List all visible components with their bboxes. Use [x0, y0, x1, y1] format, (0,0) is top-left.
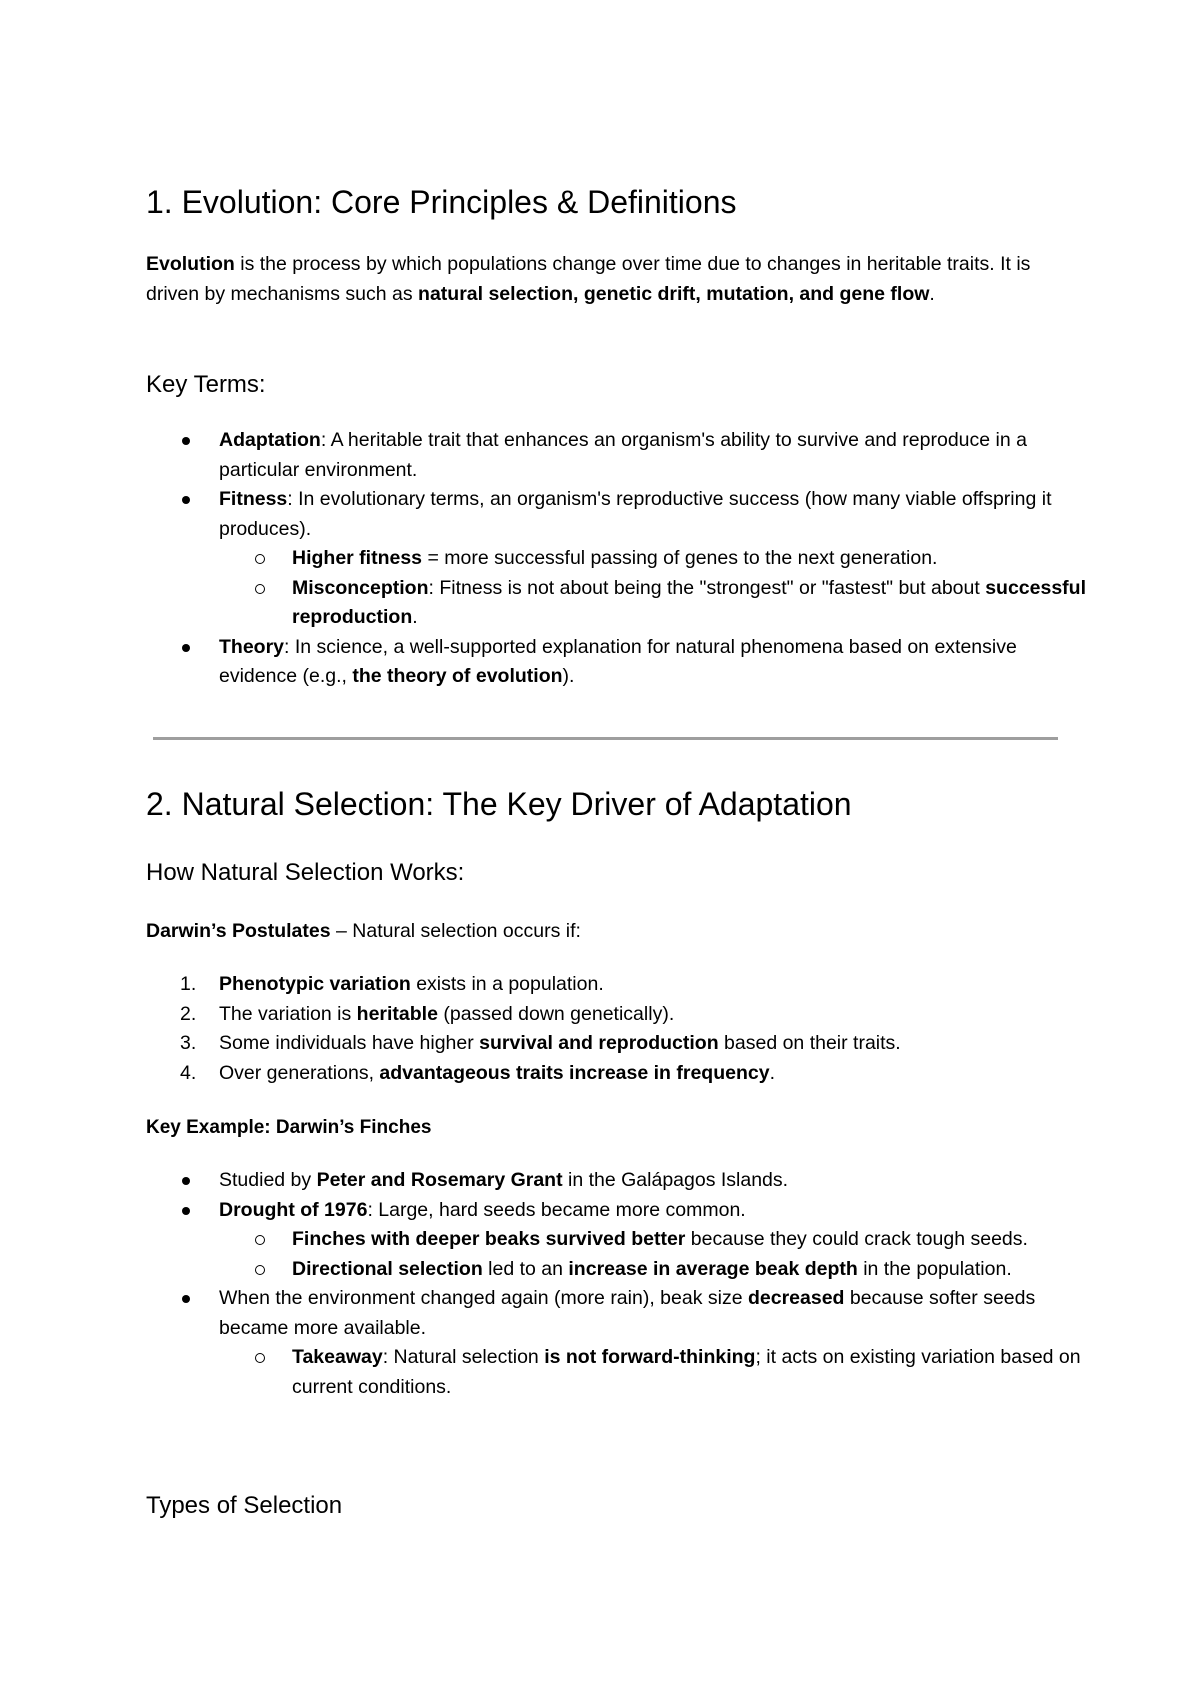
bullet-icon	[182, 437, 190, 445]
hollow-bullet-icon	[255, 1235, 265, 1245]
evolution-definition: Evolution is the process by which populations change over time due to changes in heritable traits. It is driven by mechanisms such as natural selection, genetic drift, mutation, and gene flow.	[146, 253, 1031, 305]
list-item: Fitness: In evolutionary terms, an organism's reproductive success (how many viable offspring it produces).	[146, 485, 1099, 544]
list-item: 2. The variation is heritable (passed down genetically).	[180, 1002, 675, 1025]
bullet-icon	[182, 644, 190, 652]
bullet-icon	[182, 1177, 190, 1185]
list-item: Directional selection led to an increase in average beak depth in the population.	[146, 1255, 1100, 1285]
hollow-bullet-icon	[255, 1265, 265, 1275]
section-2-title: 2. Natural Selection: The Key Driver of Adaptation	[146, 786, 852, 822]
list-item: Finches with deeper beaks survived better because they could crack tough seeds.	[146, 1225, 1100, 1255]
list-item: Theory: In science, a well-supported explanation for natural phenomena based on extensive evidence (e.g., the theory of evolution).	[146, 633, 1099, 692]
bullet-icon	[182, 496, 190, 504]
list-item: 4. Over generations, advantageous traits increase in frequency.	[180, 1061, 775, 1084]
list-item: Studied by Peter and Rosemary Grant in the Galápagos Islands.	[146, 1166, 1099, 1196]
list-item: Higher fitness = more successful passing of genes to the next generation.	[146, 544, 1100, 574]
postulates-list	[146, 970, 1099, 1088]
section-1-title: 1. Evolution: Core Principles & Definitions	[146, 184, 737, 220]
finches-list	[146, 1166, 1100, 1402]
list-item: Misconception: Fitness is not about being the "strongest" or "fastest" but about successful reproduction.	[146, 574, 1100, 633]
key-terms-list	[146, 426, 1100, 692]
hollow-bullet-icon	[255, 554, 265, 564]
list-item: 1. Phenotypic variation exists in a population.	[180, 973, 604, 995]
types-of-selection-heading: Types of Selection	[146, 1492, 343, 1519]
list-item: When the environment changed again (more rain), beak size decreased because softer seeds became more available.	[146, 1284, 1099, 1343]
bullet-icon	[182, 1295, 190, 1303]
key-example-heading: Key Example: Darwin’s Finches	[146, 1117, 432, 1138]
horizontal-divider	[153, 737, 1058, 740]
darwins-postulates: Darwin’s Postulates – Natural selection occurs if:	[146, 920, 581, 942]
list-item: Takeaway: Natural selection is not forward-thinking; it acts on existing variation based on current conditions.	[146, 1343, 1100, 1402]
list-item: Adaptation: A heritable trait that enhances an organism's ability to survive and reproduce in a particular environment.	[146, 426, 1099, 485]
hollow-bullet-icon	[255, 1353, 265, 1363]
list-item: 3. Some individuals have higher survival and reproduction based on their traits.	[180, 1032, 901, 1054]
hollow-bullet-icon	[255, 584, 265, 594]
how-natural-selection-heading: How Natural Selection Works:	[146, 859, 465, 886]
list-item: Drought of 1976: Large, hard seeds became more common.	[146, 1196, 1099, 1226]
bullet-icon	[182, 1207, 190, 1215]
key-terms-heading: Key Terms:	[146, 371, 266, 398]
